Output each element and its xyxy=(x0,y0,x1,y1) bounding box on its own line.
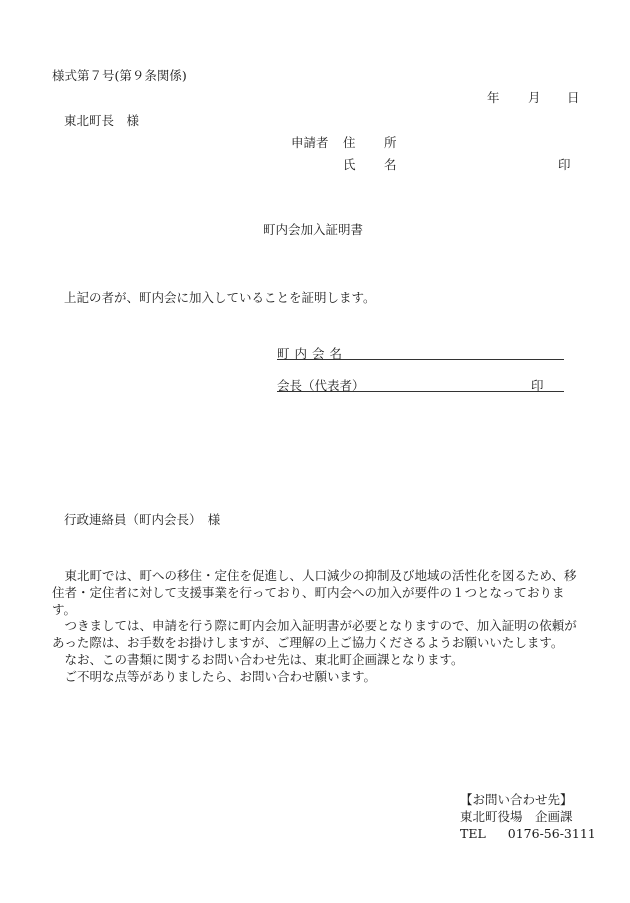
chair-signature-field[interactable] xyxy=(277,376,564,392)
body-paragraph: なお、この書類に関するお問い合わせ先は、東北町企画課となります。 xyxy=(64,651,464,667)
chair-seal-mark: 印 xyxy=(531,378,544,393)
applicant-label: 申請者 xyxy=(291,135,329,150)
name-label-part1: 氏 xyxy=(343,157,356,172)
date-year-label: 年 xyxy=(487,90,500,105)
contact-block xyxy=(460,791,596,842)
contact-office: 東北町役場 企画課 xyxy=(460,809,573,824)
chair-label: 会長（代表者） xyxy=(277,378,365,393)
addressee: 東北町長 様 xyxy=(64,113,140,128)
association-name-label: 町内会名 xyxy=(277,346,348,361)
applicant-seal-mark: 印 xyxy=(558,157,571,172)
liaison-addressee: 行政連絡員（町内会長） 様 xyxy=(64,512,221,527)
tel-number: 0176-56-3111 xyxy=(507,826,596,841)
date-month-label: 月 xyxy=(528,90,541,105)
contact-heading: 【お問い合わせ先】 xyxy=(460,792,573,807)
name-label-part2: 名 xyxy=(384,157,397,172)
document-title: 町内会加入証明書 xyxy=(263,222,364,237)
body-paragraph: ご不明な点等がありましたら、お問い合わせ願います。 xyxy=(64,668,377,684)
address-label-part1: 住 xyxy=(343,135,356,150)
form-number: 様式第７号(第９条関係) xyxy=(52,68,187,83)
certification-statement: 上記の者が、町内会に加入していることを証明します。 xyxy=(64,290,376,305)
explanation-body xyxy=(52,568,582,686)
association-name-field[interactable] xyxy=(277,344,564,360)
address-label-part2: 所 xyxy=(384,135,397,150)
body-paragraph: つきましては、申請を行う際に町内会加入証明書が必要となりますので、加入証明の依頼があった際は、お手数をお掛けしますが、ご理解の上ご協力くださるようお願いいたします。 xyxy=(52,618,577,651)
contact-tel-line xyxy=(460,825,596,842)
tel-label: TEL xyxy=(460,826,486,841)
body-paragraph: 東北町では、町への移住・定住を促進し、人口減少の抑制及び地域の活性化を図るため、移住者・定住者に対して支援事業を行っており、町内会への加入が要件の１つとなっております。 xyxy=(52,568,577,617)
date-day-label: 日 xyxy=(567,90,580,105)
